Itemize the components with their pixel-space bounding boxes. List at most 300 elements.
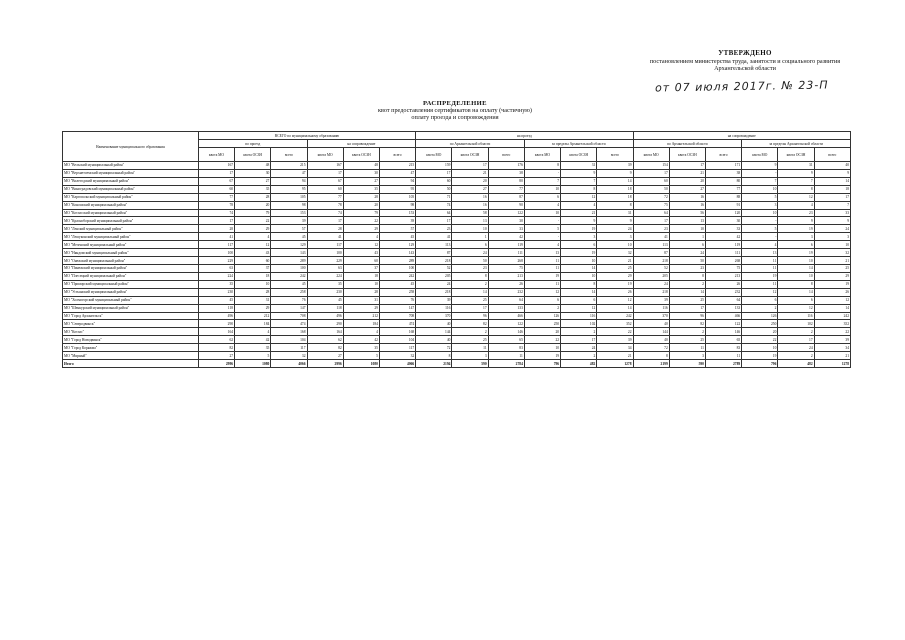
table-cell: 80: [488, 177, 524, 185]
table-cell: 215: [271, 162, 307, 170]
table-cell: 57: [271, 225, 307, 233]
table-cell: 24: [669, 249, 705, 257]
table-cell: 77: [705, 185, 741, 193]
table-row: [63, 344, 851, 352]
col-kvota-mo: квота МО: [198, 148, 234, 162]
table-cell: 27: [669, 185, 705, 193]
table-cell: 12: [597, 296, 633, 304]
table-cell: 40: [633, 336, 669, 344]
table-cell: 17: [669, 304, 705, 312]
table-cell: 117: [307, 241, 343, 249]
table-cell: 39: [379, 217, 415, 225]
table-cell: 100: [379, 264, 415, 272]
document-title: [345, 100, 565, 122]
table-cell: 6: [452, 241, 488, 249]
table-cell: 212: [343, 312, 379, 320]
table-cell: 31: [343, 296, 379, 304]
table-cell: 11: [524, 264, 560, 272]
table-cell: 72: [416, 344, 452, 352]
table-cell: 215: [379, 162, 415, 170]
table-cell: 64: [416, 209, 452, 217]
table-cell: 100: [307, 249, 343, 257]
table-cell: 10: [597, 241, 633, 249]
subheader-road-in: по Архангельской области: [416, 140, 525, 148]
table-cell: 3: [669, 352, 705, 360]
table-cell: 37: [343, 264, 379, 272]
table-cell: 1080: [235, 360, 271, 368]
table-cell: 74: [416, 201, 452, 209]
table-cell: 9: [561, 169, 597, 177]
table-cell: 39: [633, 296, 669, 304]
table-cell: 2: [778, 328, 814, 336]
table-cell: 466: [705, 312, 741, 320]
table-cell: 52: [416, 264, 452, 272]
table-cell: 153: [379, 209, 415, 217]
table-cell: 48: [235, 162, 271, 170]
table-cell: 28: [235, 288, 271, 296]
table-cell: 10: [561, 272, 597, 280]
table-row: [63, 209, 851, 217]
table-cell: 168: [379, 328, 415, 336]
table-cell: 63: [307, 264, 343, 272]
table-cell: 474: [379, 320, 415, 328]
table-cell: 62: [307, 336, 343, 344]
table-cell: 20: [235, 201, 271, 209]
table-cell: 2784: [488, 360, 524, 368]
table-cell: 10: [742, 344, 778, 352]
table-cell: 230: [307, 288, 343, 296]
table-cell: 370: [416, 312, 452, 320]
municipality-name: МО "Вилегодский муниципальный район": [63, 177, 199, 185]
table-cell: 50: [633, 185, 669, 193]
table-cell: 34: [814, 344, 850, 352]
table-cell: 117: [198, 241, 234, 249]
title-line-2: квот предоставления сертификатов на оплату (частичную): [377, 107, 532, 115]
table-cell: 29: [343, 225, 379, 233]
table-row: [63, 201, 851, 209]
table-cell: 10: [778, 257, 814, 265]
table-cell: 21: [452, 169, 488, 177]
table-cell: 104: [271, 336, 307, 344]
table-cell: 22: [235, 217, 271, 225]
table-cell: 28: [198, 225, 234, 233]
table-cell: 60: [343, 257, 379, 265]
table-cell: 143: [271, 249, 307, 257]
table-row: [63, 233, 851, 241]
table-cell: 76: [379, 296, 415, 304]
title-heading: РАСПРЕДЕЛЕНИЕ: [423, 100, 487, 107]
table-cell: 117: [379, 344, 415, 352]
table-row: [63, 241, 851, 249]
table-cell: 708: [379, 312, 415, 320]
table-cell: 72: [633, 344, 669, 352]
col-kvota-oszn: квота ОСЗН: [343, 148, 379, 162]
table-cell: 78: [307, 201, 343, 209]
table-cell: 19: [742, 352, 778, 360]
table-cell: 250: [742, 320, 778, 328]
table-cell: 144: [633, 328, 669, 336]
table-cell: 30: [235, 169, 271, 177]
table-cell: 258: [379, 288, 415, 296]
table-cell: 28: [307, 225, 343, 233]
table-cell: 2: [669, 328, 705, 336]
table-cell: 7: [814, 201, 850, 209]
table-cell: 2: [742, 304, 778, 312]
table-cell: 18: [597, 193, 633, 201]
table-cell: 102: [778, 320, 814, 328]
table-row: [63, 249, 851, 257]
table-cell: 17: [669, 162, 705, 170]
table-cell: 7: [524, 177, 560, 185]
table-cell: 17: [633, 169, 669, 177]
table-cell: 8: [669, 272, 705, 280]
table-cell: 6: [669, 241, 705, 249]
table-cell: 14: [597, 177, 633, 185]
table-cell: 8: [633, 352, 669, 360]
table-row: [63, 257, 851, 265]
table-cell: 14: [814, 177, 850, 185]
table-cell: 76: [271, 296, 307, 304]
table-cell: 12: [561, 193, 597, 201]
table-cell: 87: [633, 249, 669, 257]
table-cell: 19: [597, 280, 633, 288]
table-cell: 14: [814, 304, 850, 312]
table-cell: 38: [705, 169, 741, 177]
table-cell: 19: [561, 225, 597, 233]
table-cell: 11: [705, 352, 741, 360]
table-cell: 8: [597, 201, 633, 209]
approval-heading: УТВЕРЖДЕНО: [718, 49, 772, 57]
table-cell: 10: [814, 241, 850, 249]
approval-block: [630, 50, 860, 73]
table-cell: 19: [778, 225, 814, 233]
table-cell: 496: [307, 312, 343, 320]
table-cell: 4: [742, 241, 778, 249]
table-cell: 213: [705, 272, 741, 280]
table-cell: 21: [561, 209, 597, 217]
table-cell: 32: [814, 249, 850, 257]
table-cell: 116: [561, 312, 597, 320]
table-cell: 20: [452, 177, 488, 185]
table-cell: 100: [198, 249, 234, 257]
subheader-escort-in: по Архангельской области: [633, 140, 742, 148]
table-cell: 3: [742, 201, 778, 209]
table-cell: 212: [235, 312, 271, 320]
table-cell: 96: [452, 312, 488, 320]
table-cell: 4: [235, 328, 271, 336]
table-cell: 105: [271, 193, 307, 201]
table-cell: 41: [416, 233, 452, 241]
table-cell: 78: [198, 201, 234, 209]
table-cell: 250: [524, 320, 560, 328]
table-cell: 13: [452, 217, 488, 225]
table-cell: 56: [669, 209, 705, 217]
col-vsego: всего: [814, 148, 850, 162]
table-cell: 94: [271, 177, 307, 185]
table-cell: 6: [561, 241, 597, 249]
municipality-name: МО "Онежский муниципальный район": [63, 257, 199, 265]
table-cell: 87: [416, 249, 452, 257]
table-cell: 35: [235, 344, 271, 352]
table-cell: 147: [379, 304, 415, 312]
table-row: [63, 288, 851, 296]
table-cell: 8: [561, 185, 597, 193]
table-cell: 19: [742, 272, 778, 280]
table-cell: 25: [452, 336, 488, 344]
table-row: [63, 225, 851, 233]
table-cell: 19: [524, 352, 560, 360]
table-cell: 17: [416, 169, 452, 177]
table-cell: 16: [669, 201, 705, 209]
municipality-name: МО "Приморский муниципальный район": [63, 280, 199, 288]
col-kvota-mo: квота МО: [416, 148, 452, 162]
table-cell: 17: [778, 336, 814, 344]
table-cell: 45: [198, 296, 234, 304]
table-cell: 113: [416, 241, 452, 249]
table-cell: 5: [742, 193, 778, 201]
table-cell: 27: [343, 177, 379, 185]
table-cell: 10: [742, 185, 778, 193]
total-row: [63, 360, 851, 368]
table-cell: 205: [633, 272, 669, 280]
table-cell: 29: [597, 272, 633, 280]
table-cell: 28: [343, 288, 379, 296]
table-row: [63, 320, 851, 328]
table-cell: 129: [379, 241, 415, 249]
table-cell: 2: [669, 280, 705, 288]
table-cell: 3: [597, 233, 633, 241]
table-cell: 39: [271, 217, 307, 225]
table-cell: 11: [742, 257, 778, 265]
table-cell: 12: [814, 296, 850, 304]
table-cell: 146: [705, 328, 741, 336]
table-cell: 40: [814, 162, 850, 170]
handwritten-date-number: от 07 июля 2017г. № 23-П: [654, 78, 829, 95]
title-line-3: оплату проезда и сопровождения: [411, 114, 499, 122]
table-cell: -: [742, 217, 778, 225]
table-cell: 41: [633, 233, 669, 241]
table-cell: 6: [524, 193, 560, 201]
table-cell: 18: [597, 185, 633, 193]
table-cell: 35: [343, 185, 379, 193]
table-cell: 218: [633, 288, 669, 296]
table-cell: 33: [705, 225, 741, 233]
table-cell: 40: [633, 320, 669, 328]
table-cell: 23: [416, 225, 452, 233]
table-cell: 154: [633, 162, 669, 170]
table-cell: 105: [379, 193, 415, 201]
col-vsego: всего: [705, 148, 741, 162]
table-cell: 27: [307, 352, 343, 360]
table-cell: 52: [633, 264, 669, 272]
table-cell: 18: [343, 272, 379, 280]
table-cell: 21: [669, 169, 705, 177]
table-cell: 111: [705, 249, 741, 257]
col-kvota-oszn: квота ОСЗН: [452, 148, 488, 162]
table-cell: 33: [814, 209, 850, 217]
table-cell: 5: [235, 352, 271, 360]
table-cell: 8: [524, 162, 560, 170]
table-cell: 24: [633, 280, 669, 288]
col-kvota-mo: квота МО: [633, 148, 669, 162]
table-cell: 28: [343, 193, 379, 201]
table-cell: 20: [742, 328, 778, 336]
table-cell: 90: [488, 201, 524, 209]
table-cell: 47: [271, 169, 307, 177]
table-cell: 17: [198, 169, 234, 177]
table-cell: 72: [633, 193, 669, 201]
table-cell: 9: [742, 162, 778, 170]
table-cell: 20: [343, 201, 379, 209]
table-cell: 8: [778, 185, 814, 193]
table-cell: 57: [379, 225, 415, 233]
table-cell: 133: [488, 304, 524, 312]
table-cell: 1278: [597, 360, 633, 368]
table-cell: 113: [633, 241, 669, 249]
table-cell: 168: [271, 328, 307, 336]
table-cell: 218: [633, 257, 669, 265]
table-cell: 10: [343, 280, 379, 288]
table-cell: 104: [379, 336, 415, 344]
table-cell: 28: [235, 193, 271, 201]
header-all: ВСЕГО по муниципальному образованию: [198, 132, 415, 140]
table-cell: 45: [307, 296, 343, 304]
table-cell: 8: [452, 272, 488, 280]
col-kvota-oszn: квота ОСЗН: [778, 148, 814, 162]
table-cell: 65: [705, 336, 741, 344]
table-cell: 10: [669, 225, 705, 233]
table-cell: 41: [307, 233, 343, 241]
table-cell: 33: [488, 225, 524, 233]
table-cell: 17: [198, 217, 234, 225]
table-cell: 6: [524, 296, 560, 304]
table-cell: 2: [561, 328, 597, 336]
table-cell: 17: [452, 304, 488, 312]
table-cell: 4: [343, 328, 379, 336]
table-cell: 159: [416, 162, 452, 170]
table-cell: 23: [633, 225, 669, 233]
table-cell: 12: [778, 193, 814, 201]
table-cell: 71: [416, 193, 452, 201]
table-cell: 17: [814, 193, 850, 201]
table-cell: 12: [561, 304, 597, 312]
municipality-name: МО "Город Коряжма": [63, 344, 199, 352]
table-cell: 32: [379, 352, 415, 360]
table-cell: 64: [488, 296, 524, 304]
table-cell: 22: [524, 336, 560, 344]
col-header-name: Наименование муниципального образования: [63, 132, 199, 162]
municipality-name: МО "Котлас": [63, 328, 199, 336]
municipality-name: МО "Мирный": [63, 352, 199, 360]
table-cell: 21: [597, 257, 633, 265]
table-cell: 242: [379, 272, 415, 280]
table-cell: 352: [597, 320, 633, 328]
table-row: [63, 177, 851, 185]
table-cell: 230: [198, 288, 234, 296]
table-cell: 35: [343, 344, 379, 352]
table-cell: -: [524, 217, 560, 225]
table-cell: 100: [271, 264, 307, 272]
table-cell: 50: [452, 257, 488, 265]
table-cell: 14: [452, 288, 488, 296]
col-vsego: всего: [488, 148, 524, 162]
table-cell: 87: [488, 193, 524, 201]
table-cell: 62: [198, 336, 234, 344]
table-cell: 21: [597, 352, 633, 360]
approval-authority: постановлением министерства труда, занятости и социального развития: [649, 57, 841, 65]
table-cell: 35: [198, 280, 234, 288]
table-cell: 12: [778, 304, 814, 312]
table-cell: 10: [524, 185, 560, 193]
table-cell: 111: [488, 249, 524, 257]
table-cell: 20: [669, 177, 705, 185]
table-cell: 6: [561, 296, 597, 304]
table-row: [63, 217, 851, 225]
table-cell: 14: [778, 288, 814, 296]
table-cell: 8: [561, 280, 597, 288]
table-cell: 120: [705, 209, 741, 217]
table-cell: 3: [561, 233, 597, 241]
table-cell: 21: [814, 352, 850, 360]
table-cell: 2: [452, 280, 488, 288]
table-cell: 1278: [814, 360, 850, 368]
table-cell: 796: [742, 360, 778, 368]
table-row: [63, 304, 851, 312]
table-row: [63, 296, 851, 304]
table-cell: 11: [524, 257, 560, 265]
table-cell: 19: [561, 249, 597, 257]
approval-region: Архангельской области: [714, 65, 776, 73]
table-cell: 242: [597, 312, 633, 320]
table-cell: 126: [742, 312, 778, 320]
table-cell: 38: [488, 169, 524, 177]
table-cell: 32: [597, 249, 633, 257]
table-cell: 14: [597, 304, 633, 312]
table-cell: 19: [524, 272, 560, 280]
table-cell: 12: [343, 241, 379, 249]
table-cell: 60: [235, 257, 271, 265]
header-road: на проезд: [416, 132, 633, 140]
municipality-name: МО "Северодвинск": [63, 320, 199, 328]
table-cell: 91: [705, 201, 741, 209]
table-cell: 12: [742, 288, 778, 296]
municipality-name: МО "Ленский муниципальный район": [63, 225, 199, 233]
table-cell: 18: [235, 272, 271, 280]
table-row: [63, 272, 851, 280]
table-cell: 6: [778, 296, 814, 304]
table-cell: 4: [524, 241, 560, 249]
table-cell: 16: [452, 193, 488, 201]
table-cell: 482: [778, 360, 814, 368]
municipality-name: МО "Красноборский муниципальный район": [63, 217, 199, 225]
col-kvota-mo: квота МО: [307, 148, 343, 162]
table-cell: 118: [198, 304, 234, 312]
table-cell: 14: [669, 288, 705, 296]
table-cell: 30: [343, 169, 379, 177]
table-cell: 67: [198, 177, 234, 185]
table-cell: 146: [488, 328, 524, 336]
table-cell: 82: [307, 344, 343, 352]
table-cell: 75: [633, 201, 669, 209]
table-row: [63, 352, 851, 360]
table-cell: 119: [488, 241, 524, 249]
table-cell: 2199: [633, 360, 669, 368]
table-cell: 45: [271, 280, 307, 288]
table-cell: 9: [597, 217, 633, 225]
col-kvota-oszn: квота ОСЗН: [561, 148, 597, 162]
table-cell: 19: [778, 249, 814, 257]
table-row: [63, 162, 851, 170]
